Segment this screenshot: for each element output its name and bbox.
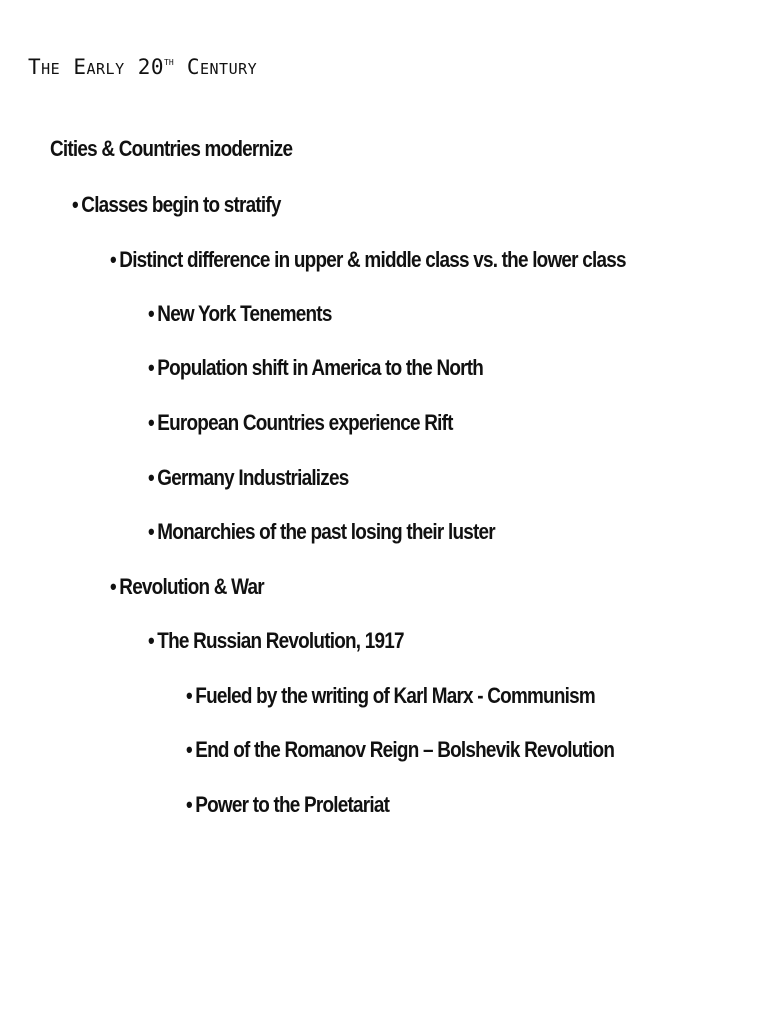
line-5-bullet: • xyxy=(148,410,154,435)
line-10 xyxy=(186,681,595,711)
line-5-text: European Countries experience Rift xyxy=(157,410,453,435)
line-1-text: Classes begin to stratify xyxy=(81,192,281,217)
line-3-text: New York Tenements xyxy=(157,301,332,326)
slide-title-suffix: Century xyxy=(173,55,258,79)
line-6-text: Germany Industrializes xyxy=(157,465,349,490)
line-3-bullet: • xyxy=(148,301,154,326)
line-0-text: Cities & Countries modernize xyxy=(50,136,293,161)
line-11-bullet: • xyxy=(186,737,192,762)
line-9-text: The Russian Revolution, 1917 xyxy=(157,628,404,653)
line-2-bullet: • xyxy=(110,247,116,272)
line-7 xyxy=(148,517,495,547)
line-5 xyxy=(148,408,453,438)
line-1 xyxy=(72,190,281,220)
line-12-bullet: • xyxy=(186,792,192,817)
line-2 xyxy=(110,245,626,275)
line-6-bullet: • xyxy=(148,465,154,490)
line-0 xyxy=(50,134,292,164)
line-9 xyxy=(148,626,404,656)
line-4-text: Population shift in America to the North xyxy=(157,355,484,380)
line-8 xyxy=(110,572,264,602)
line-4 xyxy=(148,353,483,383)
line-3 xyxy=(148,299,332,329)
line-8-text: Revolution & War xyxy=(119,574,264,599)
line-12 xyxy=(186,790,389,820)
line-10-text: Fueled by the writing of Karl Marx - Communism xyxy=(195,683,595,708)
line-6 xyxy=(148,463,348,493)
line-4-bullet: • xyxy=(148,355,154,380)
line-11-text: End of the Romanov Reign – Bolshevik Revolution xyxy=(195,737,615,762)
line-1-bullet: • xyxy=(72,192,78,217)
line-10-bullet: • xyxy=(186,683,192,708)
line-2-text: Distinct difference in upper & middle class vs. the lower class xyxy=(119,247,626,272)
line-7-text: Monarchies of the past losing their luster xyxy=(157,519,495,544)
line-7-bullet: • xyxy=(148,519,154,544)
slide-title-main: The Early 20 xyxy=(28,55,165,79)
slide-title xyxy=(28,54,257,79)
line-8-bullet: • xyxy=(110,574,116,599)
slide-title-superscript: th xyxy=(164,54,174,68)
line-11 xyxy=(186,735,614,765)
line-12-text: Power to the Proletariat xyxy=(195,792,390,817)
line-9-bullet: • xyxy=(148,628,154,653)
